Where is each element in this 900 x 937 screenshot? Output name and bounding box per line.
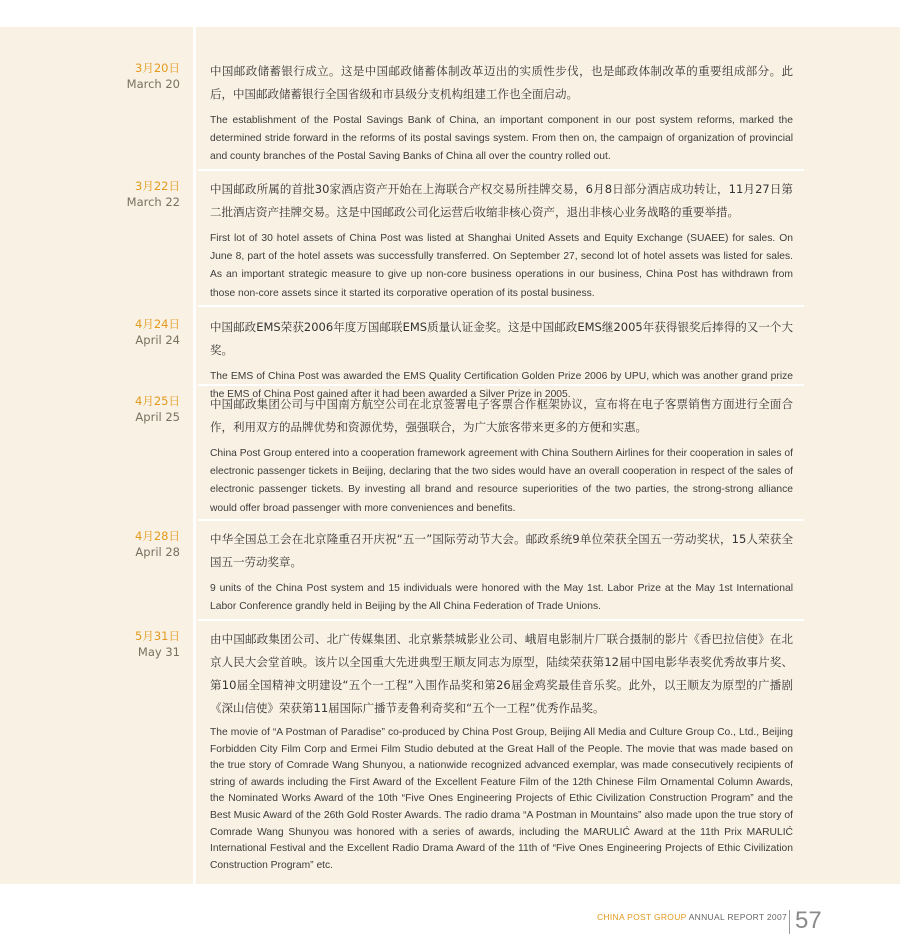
entry-content [210, 393, 793, 518]
date-chinese: 5月31日 [135, 629, 180, 643]
page-footer [597, 912, 787, 922]
column-divider [193, 27, 196, 884]
date-chinese: 3月22日 [135, 179, 180, 193]
entry-text-chinese: 由中国邮政集团公司、北广传媒集团、北京紫禁城影业公司、峨眉电影制片厂联合摄制的影片《香巴拉信使》在北京人民大会堂首映。该片以全国重大先进典型王顺友同志为原型，陆续荣获第12届中国电影华表奖优秀故事片奖、第10届全国精神文明建设“五个一工程”入围作品奖和第26届金鸡奖最佳音乐奖。此外，以王顺友为原型的广播剧《深山信使》荣获第11届国际广播节麦鲁利奇奖和“五个一工程”优秀作品奖。 [210, 632, 793, 715]
entry-text-english: The movie of “A Postman of Paradise” co-produced by China Post Group, Beijing All Media and Culture Group Co., Ltd., Beijing Forbidden City Film Corp and Ermei Film Studio debuted at the Great Hall of the People. The movie that was made based on the true story of Comrade Wang Shunyou, a nationwide recognized advanced exemplar, was made consecutively recipients of string of awards including the First Award of the Excellent Feature Film of the 12th Chinese Film Ornamental Column Awards, the Nominated Works Award of the 10th “Five Ones Engineering Projects of Ethic Civilization Construction Program” and the Best Music Award of the 26th Gold Roster Awards. The radio drama “A Postman in Mountains” also made upon the true story of Comrade Wang Shunyou was honored with a series of awards, including the MARULIĆ Award at the 11th Prix MARULIĆ International Festival and the Excellent Radio Drama Award of the 11th of “Five Ones Engineering Projects of Ethic Civilization Construction Program” etc. [210, 727, 793, 871]
entry-text-chinese: 中华全国总工会在北京隆重召开庆祝“五一”国际劳动节大会。邮政系统9单位荣获全国五一劳动奖状，15人荣获全国五一劳动奖章。 [210, 532, 793, 569]
date-chinese: 3月20日 [135, 61, 180, 75]
entry-text-english: The EMS of China Post was awarded the EMS Quality Certification Golden Prize 2006 by UPU, which was another grand prize the EMS of China Post gained after it had been awarded a Silver Prize in 2005. [210, 371, 793, 401]
footer-report-title: ANNUAL REPORT 2007 [688, 912, 787, 922]
date-english: April 25 [135, 410, 180, 424]
entry-date [60, 316, 180, 349]
entry-text-english: First lot of 30 hotel assets of China Post was listed at Shanghai United Assets and Equity Exchange (SUAEE) for sales. On June 8, part of the hotel assets was successfully transferred. On September 27, second lot of hotel assets was listed for sales. As an important strategic measure to give up non-core business operations in our business, China Post has withdrawn from those non-core assets since it started its corporative operation of its postal business. [210, 233, 793, 299]
entry-separator [198, 169, 804, 171]
date-english: May 31 [137, 645, 180, 659]
date-chinese: 4月25日 [135, 394, 180, 408]
entry-text-chinese: 中国邮政集团公司与中国南方航空公司在北京签署电子客票合作框架协议，宣布将在电子客票销售方面进行全面合作，利用双方的品牌优势和资源优势，强强联合，为广大旅客带来更多的方便和实惠。 [210, 397, 793, 434]
date-english: March 20 [126, 77, 180, 91]
date-chinese: 4月28日 [135, 529, 180, 543]
entry-text-english: China Post Group entered into a cooperation framework agreement with China Southern Airlines for their cooperation in sales of electronic passenger tickets in Beijing, declaring that the two sides would have an overall cooperation in respect of the sales of electronic passenger tickets. By investing all brand and resource superiorities of the two parties, the strong-strong alliance would offer broad passenger with more conveniences and benefits. [210, 448, 793, 514]
entry-date [60, 628, 180, 661]
entry-content [210, 528, 793, 616]
date-english: April 24 [135, 333, 180, 347]
entry-text-chinese: 中国邮政EMS荣获2006年度万国邮联EMS质量认证金奖。这是中国邮政EMS继2005年获得银奖后捧得的又一个大奖。 [210, 320, 793, 357]
entry-content [210, 628, 793, 874]
entry-text-english: 9 units of the China Post system and 15 individuals were honored with the May 1st. Labor Prize at the May 1st International Labor Conference grandly held in Beijing by the All China Federation of Trade Unions. [210, 583, 793, 613]
entry-text-chinese: 中国邮政所属的首批30家酒店资产开始在上海联合产权交易所挂牌交易，6月8日部分酒店成功转让，11月27日第二批酒店资产挂牌交易。这是中国邮政公司化运营后收缩非核心资产，退出非核心业务战略的重要举措。 [210, 182, 793, 219]
entry-date [60, 393, 180, 426]
footer-divider [789, 910, 790, 934]
entry-content [210, 178, 793, 303]
date-english: March 22 [126, 195, 180, 209]
entry-separator [198, 519, 804, 521]
top-margin [0, 0, 900, 27]
date-english: April 28 [135, 545, 180, 559]
entry-separator [198, 305, 804, 307]
entry-date [60, 178, 180, 211]
page-number: 57 [795, 907, 822, 934]
entry-text-chinese: 中国邮政储蓄银行成立。这是中国邮政储蓄体制改革迈出的实质性步伐，也是邮政体制改革的重要组成部分。此后，中国邮政储蓄银行全国省级和市县级分支机构组建工作也全面启动。 [210, 64, 793, 101]
entry-separator [198, 619, 804, 621]
entry-date [60, 60, 180, 93]
footer-brand: CHINA POST GROUP [596, 912, 687, 922]
entry-content [210, 60, 793, 167]
entry-date [60, 528, 180, 561]
date-chinese: 4月24日 [135, 317, 180, 331]
entry-separator [198, 384, 804, 386]
entry-content [210, 316, 793, 404]
entry-text-english: The establishment of the Postal Savings Bank of China, an important component in our post system reforms, marked the determined stride forward in the reforms of its postal savings system. From then on, the campaign of organization of provincial and county branches of the Postal Saving Banks of China all over the country rolled out. [210, 115, 793, 163]
